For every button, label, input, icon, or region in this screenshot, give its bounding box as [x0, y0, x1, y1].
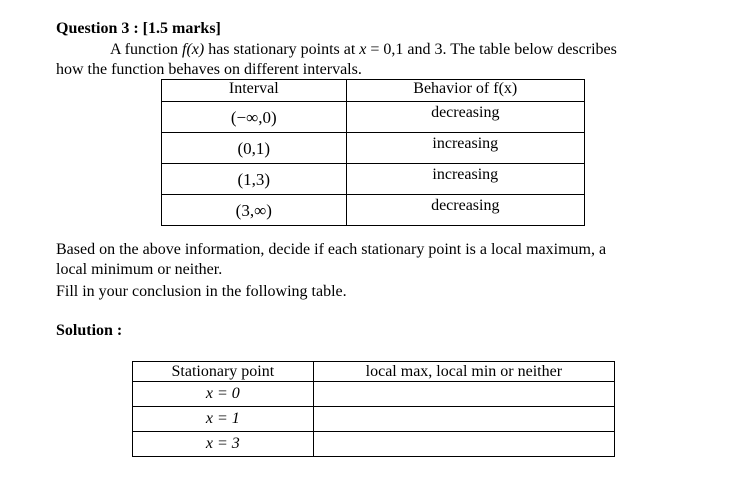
table-row — [162, 164, 585, 195]
behavior-cell: increasing — [346, 164, 584, 195]
interval-cell: (−∞,0) — [162, 102, 347, 133]
text-fragment: has stationary points at — [204, 41, 360, 58]
question-heading: Question 3 : [1.5 marks] — [56, 20, 221, 37]
answer-table — [132, 361, 615, 457]
interval-cell: (3,∞) — [162, 195, 347, 226]
question-line-1 — [110, 40, 617, 60]
text-fragment: A function — [110, 41, 182, 58]
variable-x: x — [359, 41, 367, 58]
function-symbol: f(x) — [182, 41, 205, 58]
answer-table-header — [133, 362, 615, 382]
behavior-table — [161, 79, 585, 226]
stationary-point-cell: x = 0 — [133, 382, 314, 407]
table-row — [133, 432, 615, 457]
behavior-table-header — [162, 80, 585, 102]
answer-cell[interactable] — [313, 382, 614, 407]
solution-label: Solution : — [56, 322, 123, 339]
instructions-line-3: Fill in your conclusion in the following table. — [56, 283, 347, 300]
table-row — [133, 382, 615, 407]
behavior-cell: increasing — [346, 133, 584, 164]
table-row — [162, 195, 585, 226]
table-row — [162, 102, 585, 133]
interval-cell: (0,1) — [162, 133, 347, 164]
text-fragment: = 0,1 and 3. The table below describes — [366, 41, 617, 58]
stationary-point-cell: x = 3 — [133, 432, 314, 457]
header-behavior: Behavior of f(x) — [346, 80, 584, 102]
answer-cell[interactable] — [313, 407, 614, 432]
behavior-cell: decreasing — [346, 102, 584, 133]
answer-cell[interactable] — [313, 432, 614, 457]
instructions-line-2: local minimum or neither. — [56, 261, 223, 278]
interval-cell: (1,3) — [162, 164, 347, 195]
stationary-point-cell: x = 1 — [133, 407, 314, 432]
header-stationary-point: Stationary point — [133, 362, 314, 382]
question-line-2: how the function behaves on different intervals. — [56, 61, 362, 78]
table-row — [162, 133, 585, 164]
table-row — [133, 407, 615, 432]
header-interval: Interval — [162, 80, 347, 102]
behavior-cell: decreasing — [346, 195, 584, 226]
header-classification: local max, local min or neither — [313, 362, 614, 382]
instructions-line-1: Based on the above information, decide if each stationary point is a local maximum, a — [56, 241, 607, 258]
